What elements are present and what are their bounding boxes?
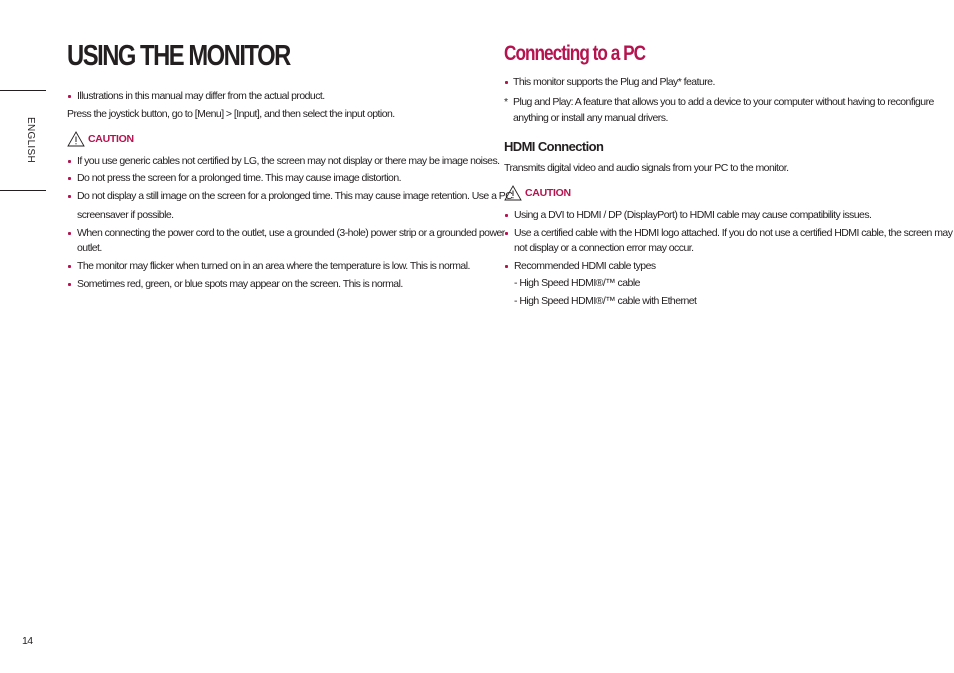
caution-header — [504, 185, 571, 201]
warning-triangle-icon — [67, 131, 85, 147]
page-number: 14 — [22, 635, 33, 647]
hdmi-heading: HDMI Connection — [504, 139, 604, 154]
bullet — [68, 265, 71, 268]
bullet — [68, 95, 71, 98]
caution-item: Using a DVI to HDMI / DP (DisplayPort) to HDMI cable may cause compatibility issues. — [514, 209, 872, 221]
caution-item: screensaver if possible. — [77, 209, 174, 221]
cable-type-item: - High Speed HDMI®/™ cable with Ethernet — [514, 295, 697, 307]
bullet — [505, 214, 508, 217]
caution-item: Do not press the screen for a prolonged time. This may cause image distortion. — [77, 172, 402, 184]
bullet — [505, 81, 508, 84]
footnote-line-1: Plug and Play: A feature that allows you to add a device to your computer without having to reconfigure — [513, 96, 934, 108]
caution-item: The monitor may flicker when turned on in an area where the temperature is low. This is normal. — [77, 260, 470, 272]
bullet — [505, 265, 508, 268]
bullet — [68, 177, 71, 180]
warning-triangle-icon — [504, 185, 522, 201]
bullet — [68, 232, 71, 235]
intro-note: Illustrations in this manual may differ from the actual product. — [77, 90, 325, 102]
footnote-line-2: anything or install any manual drivers. — [513, 112, 668, 124]
caution-item: When connecting the power cord to the outlet, use a grounded (3-hole) power strip or a grounded power — [77, 227, 505, 239]
language-tab: ENGLISH — [25, 117, 36, 164]
caution-item: Sometimes red, green, or blue spots may appear on the screen. This is normal. — [77, 278, 403, 290]
caution-item: Use a certified cable with the HDMI logo attached. If you do not use a certified HDMI cable, the screen may — [514, 227, 953, 239]
footnote-mark: * — [504, 96, 508, 108]
caution-header — [67, 131, 134, 147]
pnp-text: This monitor supports the Plug and Play* feature. — [513, 76, 715, 88]
caution-item: Do not display a still image on the screen for a prolonged time. This may cause image retention. Use a PC — [77, 190, 513, 202]
cable-type-item: - High Speed HDMI®/™ cable — [514, 277, 640, 289]
bullet — [68, 160, 71, 163]
caution-item: not display or a connection error may occur. — [514, 242, 694, 254]
section-title: Connecting to a PC — [504, 42, 646, 65]
caution-item: Recommended HDMI cable types — [514, 260, 656, 272]
bullet — [68, 283, 71, 286]
page-title: USING THE MONITOR — [67, 40, 290, 72]
hdmi-description: Transmits digital video and audio signals from your PC to the monitor. — [504, 162, 789, 174]
caution-item: If you use generic cables not certified by LG, the screen may not display or there may be image noises. — [77, 155, 500, 167]
sidebar-rule-top — [0, 90, 46, 91]
caution-label: CAUTION — [525, 187, 571, 199]
caution-label: CAUTION — [88, 133, 134, 145]
caution-item: outlet. — [77, 242, 102, 254]
bullet — [505, 232, 508, 235]
bullet — [68, 195, 71, 198]
sidebar-rule-bottom — [0, 190, 46, 191]
instruction-text: Press the joystick button, go to [Menu] > [Input], and then select the input option. — [67, 108, 395, 120]
